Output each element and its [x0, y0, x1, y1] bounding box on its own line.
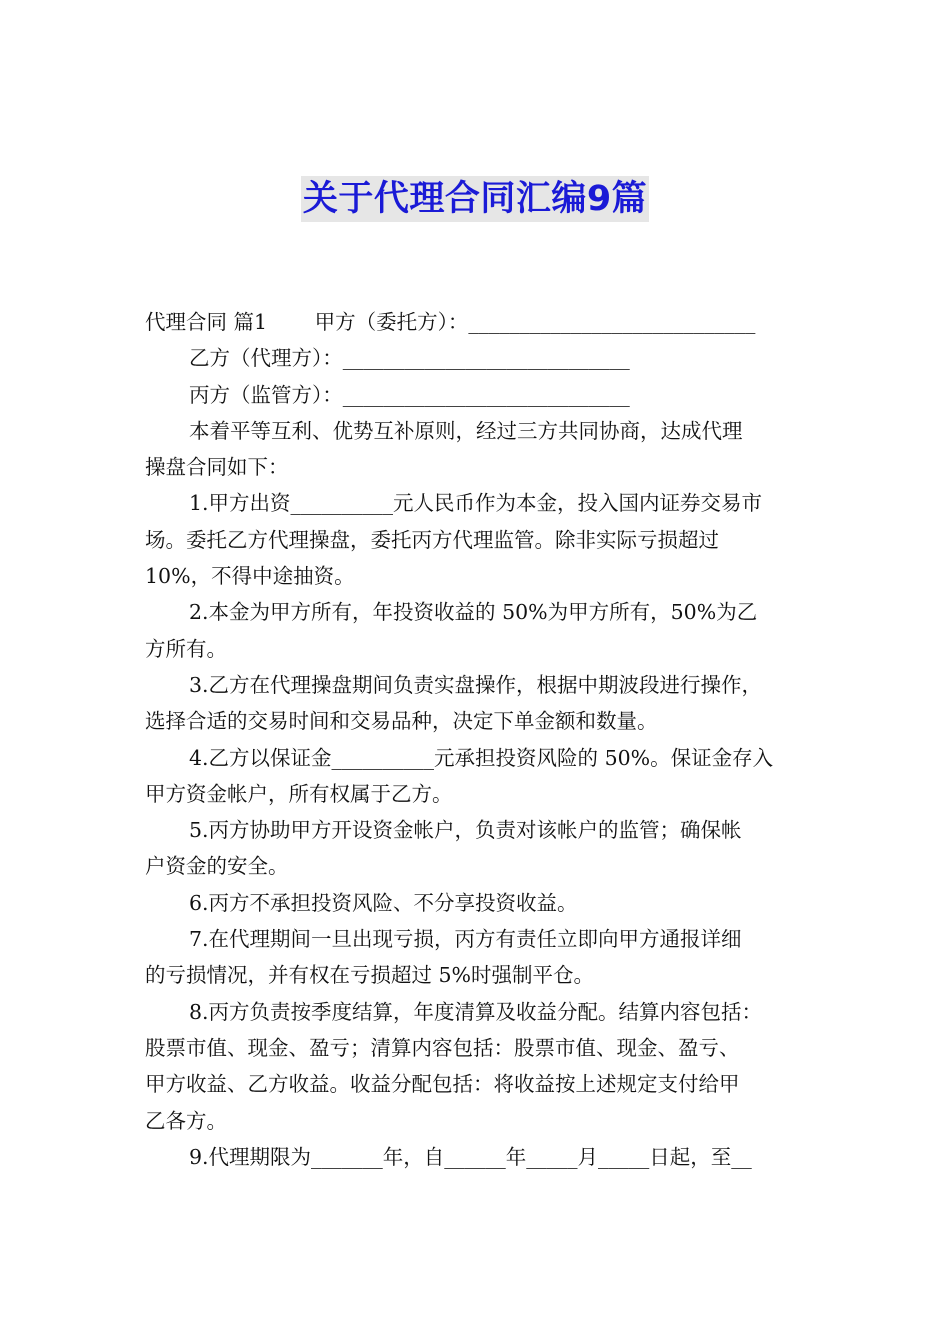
paragraph-line: 5.丙方协助甲方开设资金帐户，负责对该帐户的监管；确保帐 [189, 818, 742, 843]
paragraph-line: 10%，不得中途抽资。 [145, 564, 355, 589]
paragraph-line: 场。委托乙方代理操盘，委托丙方代理监管。除非实际亏损超过 [145, 527, 719, 552]
paragraph-line: 3.乙方在代理操盘期间负责实盘操作，根据中期波段进行操作， [189, 672, 763, 697]
paragraph-line: 选择合适的交易时间和交易品种，决定下单金额和数量。 [145, 709, 658, 734]
paragraph-line: 8.丙方负责按季度结算，年度清算及收益分配。结算内容包括： [189, 999, 763, 1024]
paragraph-line: 的亏损情况，并有权在亏损超过 5%时强制平仓。 [145, 963, 595, 988]
paragraph-line: 丙方（监管方）：____________________________ [189, 382, 630, 407]
paragraph-line: 6.丙方不承担投资风险、不分享投资收益。 [189, 890, 578, 915]
paragraph-line: 乙各方。 [145, 1108, 227, 1133]
paragraph-line: 股票市值、现金、盈亏；清算内容包括：股票市值、现金、盈亏、 [145, 1035, 740, 1060]
paragraph-line: 4.乙方以保证金__________元承担投资风险的 50%。保证金存入 [189, 745, 774, 770]
paragraph-line: 操盘合同如下： [145, 455, 289, 480]
paragraph-line: 户资金的安全。 [145, 854, 289, 879]
paragraph-line: 甲方收益、乙方收益。收益分配包括：将收益按上述规定支付给甲 [145, 1072, 740, 1097]
paragraph-line: 2.本金为甲方所有，年投资收益的 50%为甲方所有，50%为乙 [189, 600, 758, 625]
paragraph-line: 7.在代理期间一旦出现亏损，丙方有责任立即向甲方通报详细 [189, 927, 742, 952]
paragraph-line: 乙方（代理方）：____________________________ [189, 346, 630, 371]
title-wrapper [0, 176, 950, 222]
document-body [145, 304, 810, 1175]
paragraph-line: 本着平等互利、优势互补原则，经过三方共同协商，达成代理 [189, 418, 743, 443]
paragraph-line: 1.甲方出资__________元人民币作为本金，投入国内证券交易市 [189, 491, 763, 516]
document-title: 关于代理合同汇编9篇 [301, 176, 649, 222]
paragraph-line: 9.代理期限为_______年，自______年_____月_____日起，至__ [189, 1144, 752, 1169]
paragraph-line: 甲方资金帐户，所有权属于乙方。 [145, 781, 453, 806]
paragraph-line: 代理合同 篇1 甲方（委托方）：____________________________ [145, 310, 756, 334]
paragraph-line: 方所有。 [145, 636, 227, 661]
